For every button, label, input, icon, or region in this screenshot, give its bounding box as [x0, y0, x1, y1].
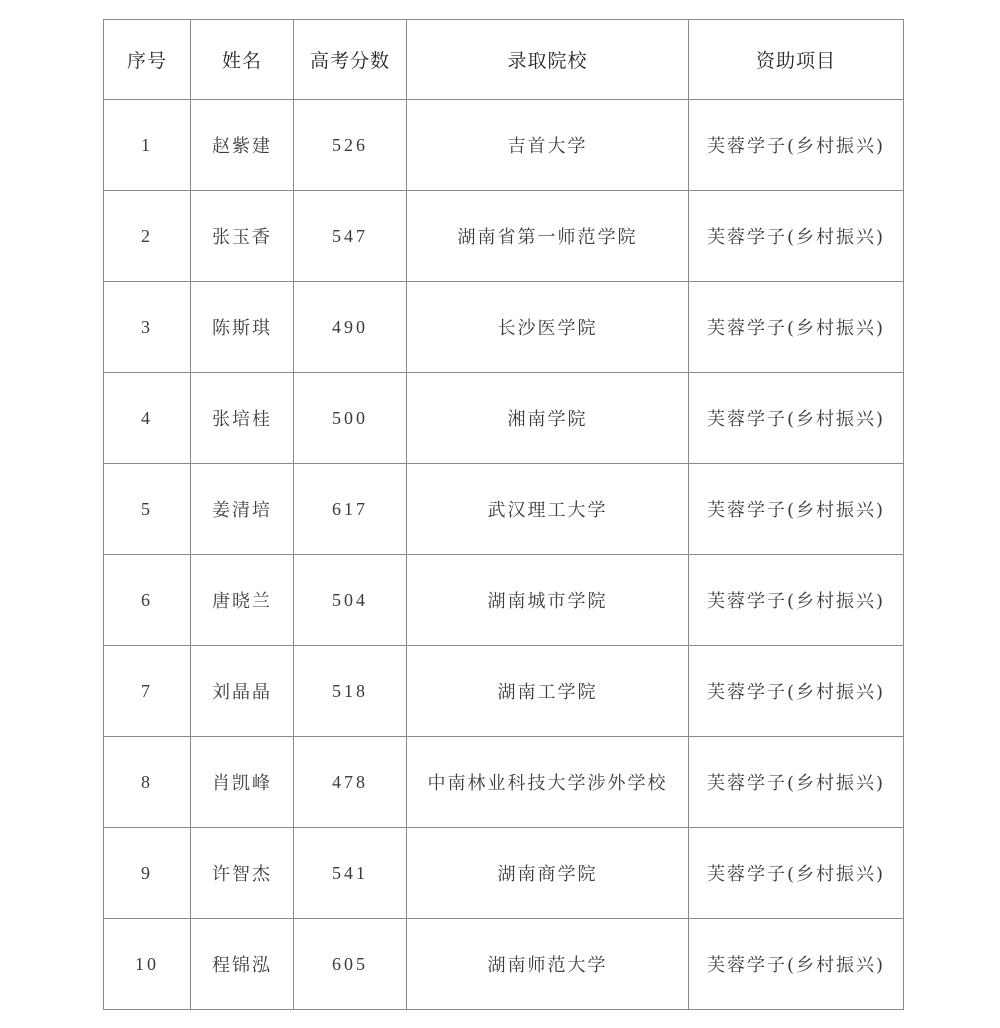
table-row [104, 919, 904, 1010]
cell-score: 547 [294, 191, 407, 282]
cell-program: 芙蓉学子(乡村振兴) [689, 191, 904, 282]
cell-school: 中南林业科技大学涉外学校 [407, 737, 689, 828]
table-row [104, 100, 904, 191]
cell-name: 刘晶晶 [191, 646, 294, 737]
cell-index: 7 [104, 646, 191, 737]
cell-program: 芙蓉学子(乡村振兴) [689, 737, 904, 828]
cell-index: 9 [104, 828, 191, 919]
table-row [104, 373, 904, 464]
cell-name: 唐晓兰 [191, 555, 294, 646]
header-school: 录取院校 [407, 20, 689, 100]
cell-name: 张玉香 [191, 191, 294, 282]
cell-name: 张培桂 [191, 373, 294, 464]
student-aid-table [103, 19, 904, 1010]
cell-program: 芙蓉学子(乡村振兴) [689, 373, 904, 464]
cell-index: 2 [104, 191, 191, 282]
cell-score: 605 [294, 919, 407, 1010]
cell-school: 湖南城市学院 [407, 555, 689, 646]
cell-index: 4 [104, 373, 191, 464]
cell-index: 3 [104, 282, 191, 373]
cell-school: 吉首大学 [407, 100, 689, 191]
table-row [104, 555, 904, 646]
cell-score: 617 [294, 464, 407, 555]
cell-score: 504 [294, 555, 407, 646]
cell-name: 姜清培 [191, 464, 294, 555]
cell-name: 肖凯峰 [191, 737, 294, 828]
cell-index: 5 [104, 464, 191, 555]
table-row [104, 828, 904, 919]
student-aid-table-container [103, 19, 903, 1010]
cell-school: 湘南学院 [407, 373, 689, 464]
cell-index: 10 [104, 919, 191, 1010]
cell-index: 6 [104, 555, 191, 646]
table-row [104, 464, 904, 555]
cell-program: 芙蓉学子(乡村振兴) [689, 919, 904, 1010]
table-row [104, 191, 904, 282]
cell-program: 芙蓉学子(乡村振兴) [689, 828, 904, 919]
cell-score: 518 [294, 646, 407, 737]
cell-score: 541 [294, 828, 407, 919]
cell-name: 陈斯琪 [191, 282, 294, 373]
cell-name: 赵紫建 [191, 100, 294, 191]
cell-program: 芙蓉学子(乡村振兴) [689, 646, 904, 737]
header-name: 姓名 [191, 20, 294, 100]
cell-school: 湖南工学院 [407, 646, 689, 737]
table-header-row [104, 20, 904, 100]
cell-school: 长沙医学院 [407, 282, 689, 373]
cell-score: 500 [294, 373, 407, 464]
cell-school: 湖南师范大学 [407, 919, 689, 1010]
header-program: 资助项目 [689, 20, 904, 100]
cell-name: 程锦泓 [191, 919, 294, 1010]
table-row [104, 282, 904, 373]
cell-index: 8 [104, 737, 191, 828]
cell-school: 武汉理工大学 [407, 464, 689, 555]
cell-name: 许智杰 [191, 828, 294, 919]
cell-school: 湖南商学院 [407, 828, 689, 919]
table-row [104, 646, 904, 737]
table-row [104, 737, 904, 828]
cell-program: 芙蓉学子(乡村振兴) [689, 555, 904, 646]
cell-score: 490 [294, 282, 407, 373]
cell-program: 芙蓉学子(乡村振兴) [689, 464, 904, 555]
cell-program: 芙蓉学子(乡村振兴) [689, 100, 904, 191]
header-score: 高考分数 [294, 20, 407, 100]
cell-school: 湖南省第一师范学院 [407, 191, 689, 282]
cell-score: 478 [294, 737, 407, 828]
cell-score: 526 [294, 100, 407, 191]
cell-program: 芙蓉学子(乡村振兴) [689, 282, 904, 373]
header-index: 序号 [104, 20, 191, 100]
cell-index: 1 [104, 100, 191, 191]
